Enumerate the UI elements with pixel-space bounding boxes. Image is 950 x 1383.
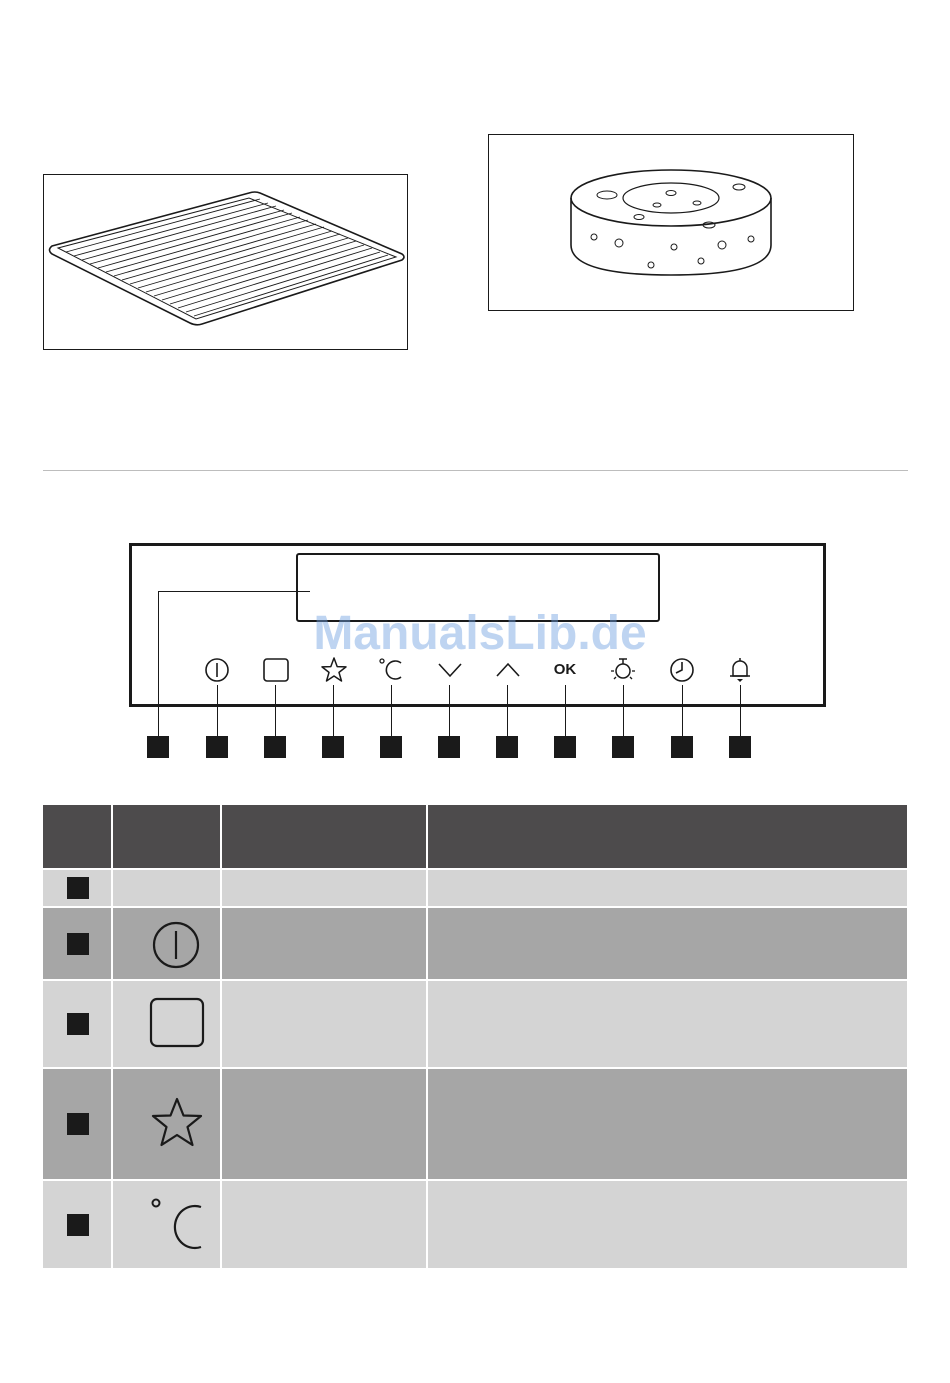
callout-marker-8: [554, 736, 576, 758]
table-cell: [113, 1069, 220, 1179]
table-cell: [222, 908, 426, 979]
table-cell: [222, 1181, 426, 1268]
star-icon[interactable]: [319, 655, 349, 685]
wire-shelf-figure: [43, 174, 408, 350]
header-cell: [113, 805, 220, 868]
baking-stone-figure: [488, 134, 854, 311]
callout-marker-3: [264, 736, 286, 758]
table-row: [43, 981, 907, 1067]
table-header: [43, 805, 907, 868]
table-row: [43, 1181, 907, 1268]
baking-stone-illustration: [489, 135, 853, 310]
clock-icon[interactable]: [667, 655, 697, 685]
table-cell: [222, 870, 426, 906]
leader-line: [333, 685, 334, 736]
leader-line: [275, 685, 276, 736]
lamp-icon[interactable]: [608, 655, 638, 685]
display-leader-horizontal: [158, 591, 310, 592]
table-cell: [43, 981, 111, 1067]
callout-marker-6: [438, 736, 460, 758]
table-cell: [113, 1181, 220, 1268]
callout-marker-11: [729, 736, 751, 758]
table-cell: [43, 1181, 111, 1268]
callout-marker-1: [147, 736, 169, 758]
leader-line: [507, 685, 508, 736]
table-cell: [113, 908, 220, 979]
table-row: [43, 870, 907, 906]
power-icon[interactable]: [202, 655, 232, 685]
square-icon[interactable]: [261, 655, 291, 685]
leader-line: [449, 685, 450, 736]
bell-icon[interactable]: [725, 655, 755, 685]
table-cell: [113, 870, 220, 906]
table-cell: [428, 908, 907, 979]
chevron-up-icon[interactable]: [493, 655, 523, 685]
ok-icon[interactable]: OK: [553, 661, 577, 678]
row-marker: [67, 1113, 89, 1135]
power-icon: [151, 920, 201, 970]
table-cell: [428, 1069, 907, 1179]
callout-marker-2: [206, 736, 228, 758]
table-cell: [43, 1069, 111, 1179]
display-leader-vertical: [158, 591, 159, 736]
table-row: [43, 1069, 907, 1179]
table-cell: [222, 1069, 426, 1179]
row-marker: [67, 933, 89, 955]
table-row: [43, 908, 907, 979]
square-icon: [149, 997, 205, 1049]
watermark: ManualsLib.de: [313, 607, 647, 660]
table-cell: [43, 908, 111, 979]
table-cell: [428, 981, 907, 1067]
table-cell: [428, 870, 907, 906]
leader-line: [391, 685, 392, 736]
header-cell: [43, 805, 111, 868]
section-divider: [43, 470, 908, 471]
chevron-down-icon[interactable]: [435, 655, 465, 685]
star-icon: [149, 1096, 205, 1150]
celsius-icon: [149, 1195, 209, 1255]
callout-marker-9: [612, 736, 634, 758]
table-cell: [43, 870, 111, 906]
callout-marker-5: [380, 736, 402, 758]
table-cell: [222, 981, 426, 1067]
table-cell: [428, 1181, 907, 1268]
row-marker: [67, 877, 89, 899]
header-cell: [428, 805, 907, 868]
wire-shelf-illustration: [44, 175, 407, 349]
leader-line: [565, 685, 566, 736]
leader-line: [623, 685, 624, 736]
leader-line: [217, 685, 218, 736]
callout-marker-7: [496, 736, 518, 758]
leader-line: [682, 685, 683, 736]
celsius-icon[interactable]: [377, 655, 407, 685]
callout-marker-4: [322, 736, 344, 758]
callout-marker-10: [671, 736, 693, 758]
leader-line: [740, 685, 741, 736]
header-cell: [222, 805, 426, 868]
row-marker: [67, 1013, 89, 1035]
row-marker: [67, 1214, 89, 1236]
table-cell: [113, 981, 220, 1067]
